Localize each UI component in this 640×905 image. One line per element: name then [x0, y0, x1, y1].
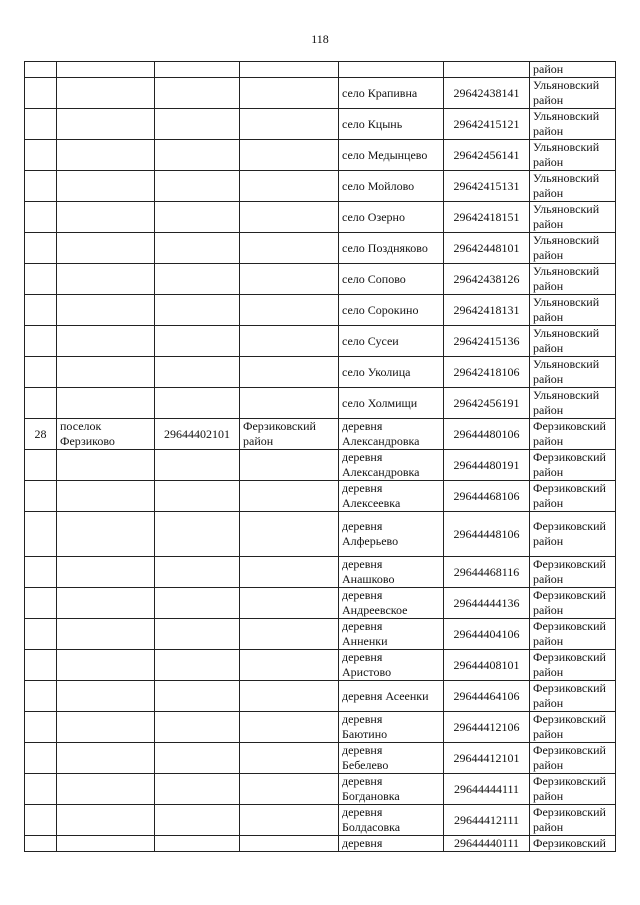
- table-row: [25, 836, 616, 852]
- settlement-district-cell: [240, 326, 339, 357]
- village-code-cell: [444, 62, 530, 78]
- settlement-code-cell: [155, 326, 240, 357]
- settlement-code-cell: [155, 512, 240, 557]
- settlement-cell: [57, 388, 155, 419]
- settlement-code-cell: 29644402101: [155, 419, 240, 450]
- table-row: [25, 233, 616, 264]
- row-number-cell: [25, 743, 57, 774]
- table-row: [25, 681, 616, 712]
- village-code-cell: 29644480106: [444, 419, 530, 450]
- row-number-cell: [25, 481, 57, 512]
- village-code-cell: 29642415121: [444, 109, 530, 140]
- settlement-district-cell: [240, 805, 339, 836]
- village-code-cell: 29642415131: [444, 171, 530, 202]
- village-code-cell: 29642456191: [444, 388, 530, 419]
- settlement-district-cell: [240, 481, 339, 512]
- village-district-cell: Ферзиковский район: [530, 619, 616, 650]
- row-number-cell: [25, 233, 57, 264]
- settlement-code-cell: [155, 388, 240, 419]
- settlement-code-cell: [155, 450, 240, 481]
- table-row: [25, 805, 616, 836]
- table-row: [25, 512, 616, 557]
- village-cell: деревня Богдановка: [339, 774, 444, 805]
- row-number-cell: [25, 295, 57, 326]
- table-row: [25, 712, 616, 743]
- table-row: [25, 109, 616, 140]
- settlement-district-cell: [240, 619, 339, 650]
- settlement-cell: [57, 557, 155, 588]
- settlement-code-cell: [155, 481, 240, 512]
- settlement-cell: [57, 836, 155, 852]
- village-code-cell: 29644404106: [444, 619, 530, 650]
- settlement-cell: [57, 512, 155, 557]
- table-row: [25, 62, 616, 78]
- village-code-cell: 29644412101: [444, 743, 530, 774]
- village-code-cell: 29644444111: [444, 774, 530, 805]
- village-district-cell: Ульяновский район: [530, 295, 616, 326]
- settlement-code-cell: [155, 62, 240, 78]
- table-row: [25, 774, 616, 805]
- settlement-cell: [57, 805, 155, 836]
- table-row: [25, 388, 616, 419]
- settlement-code-cell: [155, 295, 240, 326]
- village-cell: село Поздняково: [339, 233, 444, 264]
- settlement-cell: [57, 264, 155, 295]
- village-cell: деревня Анашково: [339, 557, 444, 588]
- settlement-cell: [57, 233, 155, 264]
- settlement-code-cell: [155, 78, 240, 109]
- village-district-cell: Ульяновский район: [530, 171, 616, 202]
- row-number-cell: [25, 512, 57, 557]
- village-cell: село Уколица: [339, 357, 444, 388]
- village-code-cell: 29644408101: [444, 650, 530, 681]
- settlement-code-cell: [155, 681, 240, 712]
- row-number-cell: [25, 681, 57, 712]
- village-cell: село Холмищи: [339, 388, 444, 419]
- village-cell: деревня Александровка: [339, 450, 444, 481]
- village-district-cell: Ферзиковский район: [530, 712, 616, 743]
- settlement-cell: [57, 171, 155, 202]
- village-district-cell: Ульяновский район: [530, 357, 616, 388]
- table-row: [25, 357, 616, 388]
- village-district-cell: Ферзиковский район: [530, 450, 616, 481]
- settlement-district-cell: [240, 743, 339, 774]
- settlement-code-cell: [155, 109, 240, 140]
- village-district-cell: Ферзиковский район: [530, 743, 616, 774]
- village-code-cell: 29644464106: [444, 681, 530, 712]
- table-row: [25, 171, 616, 202]
- settlement-cell: [57, 712, 155, 743]
- settlement-cell: [57, 295, 155, 326]
- table-row: [25, 295, 616, 326]
- village-district-cell: Ферзиковский район: [530, 650, 616, 681]
- settlement-district-cell: [240, 357, 339, 388]
- row-number-cell: [25, 619, 57, 650]
- village-code-cell: 29642418106: [444, 357, 530, 388]
- village-code-cell: 29642418131: [444, 295, 530, 326]
- settlement-cell: [57, 774, 155, 805]
- village-cell: село Сорокино: [339, 295, 444, 326]
- settlement-district-cell: [240, 202, 339, 233]
- village-code-cell: 29642456141: [444, 140, 530, 171]
- settlement-district-cell: [240, 712, 339, 743]
- row-number-cell: 28: [25, 419, 57, 450]
- village-district-cell: район: [530, 62, 616, 78]
- table-row: [25, 264, 616, 295]
- row-number-cell: [25, 805, 57, 836]
- settlement-district-cell: [240, 512, 339, 557]
- village-code-cell: 29644468116: [444, 557, 530, 588]
- settlement-district-cell: [240, 650, 339, 681]
- settlement-code-cell: [155, 836, 240, 852]
- settlement-code-cell: [155, 264, 240, 295]
- row-number-cell: [25, 450, 57, 481]
- row-number-cell: [25, 109, 57, 140]
- settlement-district-cell: [240, 295, 339, 326]
- village-district-cell: Ферзиковский район: [530, 588, 616, 619]
- village-cell: село Мойлово: [339, 171, 444, 202]
- village-code-cell: 29642418151: [444, 202, 530, 233]
- village-district-cell: Ульяновский район: [530, 78, 616, 109]
- settlement-code-cell: [155, 774, 240, 805]
- village-cell: деревня Бебелево: [339, 743, 444, 774]
- settlement-cell: поселок Ферзиково: [57, 419, 155, 450]
- settlement-district-cell: [240, 388, 339, 419]
- settlement-code-cell: [155, 357, 240, 388]
- settlement-cell: [57, 140, 155, 171]
- village-district-cell: Ульяновский район: [530, 264, 616, 295]
- settlements-table: [24, 61, 616, 852]
- settlement-cell: [57, 650, 155, 681]
- village-cell: [339, 62, 444, 78]
- village-cell: село Крапивна: [339, 78, 444, 109]
- settlement-district-cell: [240, 450, 339, 481]
- settlement-cell: [57, 62, 155, 78]
- village-district-cell: Ульяновский район: [530, 388, 616, 419]
- row-number-cell: [25, 202, 57, 233]
- row-number-cell: [25, 171, 57, 202]
- row-number-cell: [25, 357, 57, 388]
- table-row: [25, 140, 616, 171]
- settlement-code-cell: [155, 202, 240, 233]
- settlement-code-cell: [155, 619, 240, 650]
- settlement-code-cell: [155, 743, 240, 774]
- row-number-cell: [25, 388, 57, 419]
- village-cell: деревня Алексеевка: [339, 481, 444, 512]
- village-cell: село Озерно: [339, 202, 444, 233]
- village-cell: деревня Анненки: [339, 619, 444, 650]
- settlement-district-cell: [240, 836, 339, 852]
- settlement-code-cell: [155, 650, 240, 681]
- settlement-district-cell: [240, 109, 339, 140]
- village-district-cell: Ферзиковский район: [530, 419, 616, 450]
- settlement-cell: [57, 450, 155, 481]
- settlement-code-cell: [155, 588, 240, 619]
- settlement-district-cell: [240, 588, 339, 619]
- village-code-cell: 29642415136: [444, 326, 530, 357]
- village-cell: село Кцынь: [339, 109, 444, 140]
- settlement-district-cell: [240, 62, 339, 78]
- row-number-cell: [25, 326, 57, 357]
- village-cell: деревня Баютино: [339, 712, 444, 743]
- village-cell: деревня Асеенки: [339, 681, 444, 712]
- settlement-district-cell: [240, 140, 339, 171]
- row-number-cell: [25, 78, 57, 109]
- settlement-cell: [57, 619, 155, 650]
- row-number-cell: [25, 557, 57, 588]
- table-row: [25, 650, 616, 681]
- village-district-cell: Ульяновский район: [530, 109, 616, 140]
- settlement-code-cell: [155, 805, 240, 836]
- village-district-cell: Ульяновский район: [530, 326, 616, 357]
- village-district-cell: Ферзиковский район: [530, 805, 616, 836]
- settlement-cell: [57, 109, 155, 140]
- table-row: [25, 481, 616, 512]
- village-cell: село Медынцево: [339, 140, 444, 171]
- settlement-district-cell: [240, 774, 339, 805]
- table-row: [25, 202, 616, 233]
- village-district-cell: Ульяновский район: [530, 233, 616, 264]
- row-number-cell: [25, 650, 57, 681]
- settlement-district-cell: [240, 557, 339, 588]
- row-number-cell: [25, 836, 57, 852]
- table-row: [25, 557, 616, 588]
- row-number-cell: [25, 140, 57, 171]
- settlement-district-cell: [240, 264, 339, 295]
- village-code-cell: 29644468106: [444, 481, 530, 512]
- settlement-district-cell: [240, 233, 339, 264]
- village-code-cell: 29644480191: [444, 450, 530, 481]
- settlement-district-cell: [240, 681, 339, 712]
- settlement-district-cell: [240, 78, 339, 109]
- table-row: [25, 450, 616, 481]
- village-code-cell: 29644444136: [444, 588, 530, 619]
- village-cell: деревня Андреевское: [339, 588, 444, 619]
- village-district-cell: Ферзиковский район: [530, 774, 616, 805]
- settlement-cell: [57, 681, 155, 712]
- village-cell: деревня Александровка: [339, 419, 444, 450]
- table-row: [25, 326, 616, 357]
- village-cell: село Сопово: [339, 264, 444, 295]
- village-district-cell: Ульяновский район: [530, 202, 616, 233]
- village-code-cell: 29644440111: [444, 836, 530, 852]
- row-number-cell: [25, 774, 57, 805]
- table-row: [25, 743, 616, 774]
- row-number-cell: [25, 62, 57, 78]
- table-row: [25, 588, 616, 619]
- settlement-cell: [57, 78, 155, 109]
- village-cell: деревня Аристово: [339, 650, 444, 681]
- village-code-cell: 29644448106: [444, 512, 530, 557]
- village-cell: деревня: [339, 836, 444, 852]
- village-district-cell: Ульяновский район: [530, 140, 616, 171]
- settlement-code-cell: [155, 557, 240, 588]
- village-district-cell: Ферзиковский район: [530, 481, 616, 512]
- table-row: [25, 78, 616, 109]
- village-district-cell: Ферзиковский район: [530, 557, 616, 588]
- settlement-cell: [57, 357, 155, 388]
- settlement-cell: [57, 481, 155, 512]
- table-row: [25, 619, 616, 650]
- village-district-cell: Ферзиковский район: [530, 512, 616, 557]
- village-cell: деревня Болдасовка: [339, 805, 444, 836]
- row-number-cell: [25, 588, 57, 619]
- settlement-code-cell: [155, 712, 240, 743]
- village-cell: деревня Алферьево: [339, 512, 444, 557]
- page-number: 118: [311, 32, 329, 46]
- settlement-code-cell: [155, 140, 240, 171]
- settlement-code-cell: [155, 171, 240, 202]
- settlement-district-cell: [240, 171, 339, 202]
- settlement-cell: [57, 743, 155, 774]
- village-code-cell: 29644412106: [444, 712, 530, 743]
- row-number-cell: [25, 712, 57, 743]
- village-cell: село Сусеи: [339, 326, 444, 357]
- settlement-cell: [57, 326, 155, 357]
- settlement-district-cell: Ферзиковский район: [240, 419, 339, 450]
- table-row: [25, 419, 616, 450]
- village-district-cell: Ферзиковский: [530, 836, 616, 852]
- village-district-cell: Ферзиковский район: [530, 681, 616, 712]
- settlement-code-cell: [155, 233, 240, 264]
- settlement-cell: [57, 202, 155, 233]
- village-code-cell: 29642448101: [444, 233, 530, 264]
- row-number-cell: [25, 264, 57, 295]
- settlement-cell: [57, 588, 155, 619]
- village-code-cell: 29642438126: [444, 264, 530, 295]
- village-code-cell: 29644412111: [444, 805, 530, 836]
- village-code-cell: 29642438141: [444, 78, 530, 109]
